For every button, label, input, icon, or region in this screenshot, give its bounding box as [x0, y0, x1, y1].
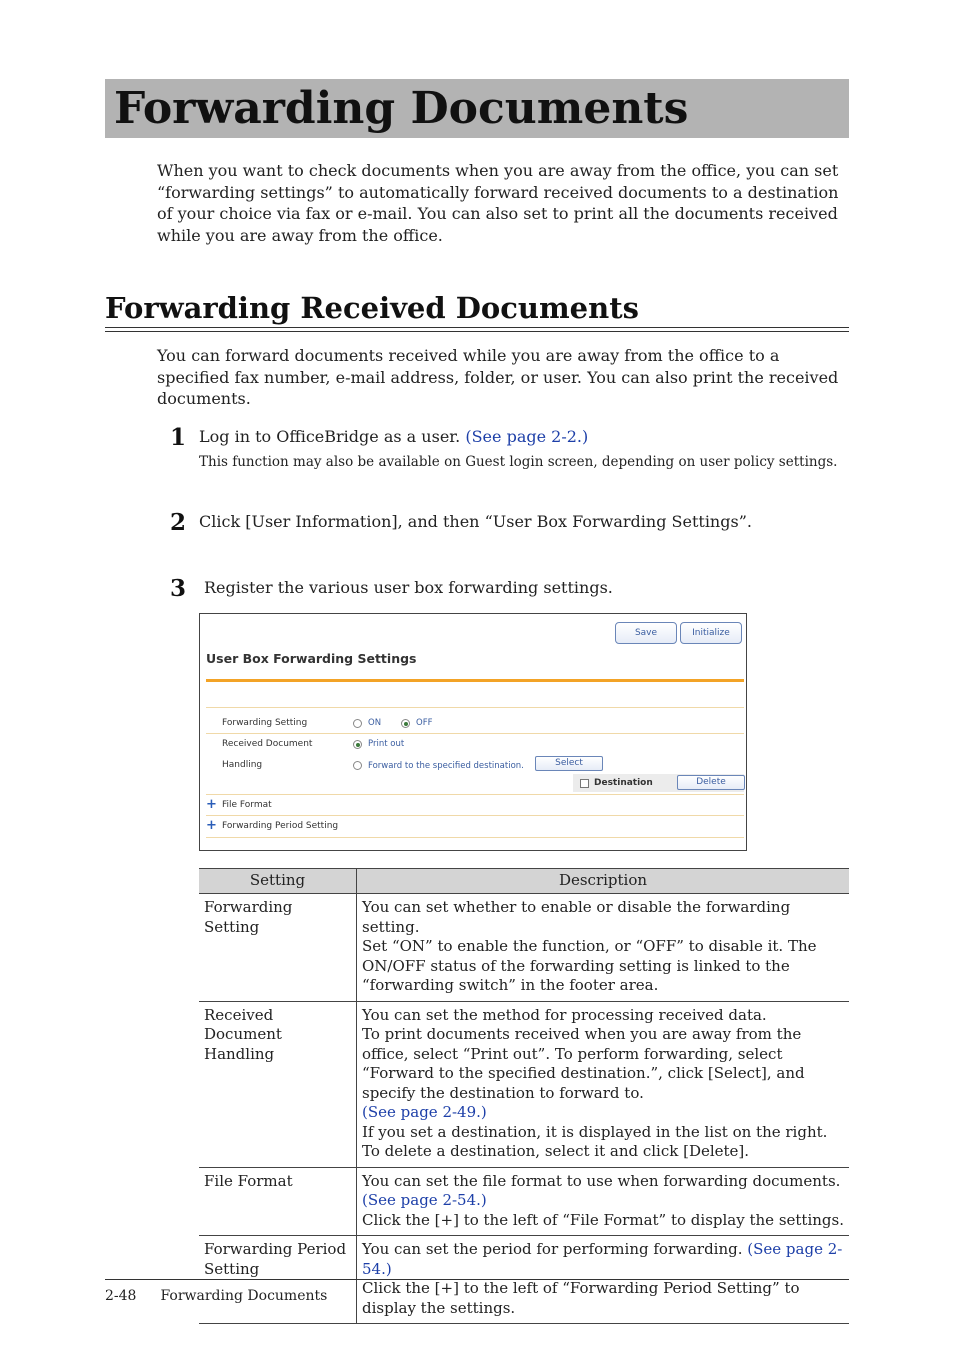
- step-1-link[interactable]: (See page 2-2.): [465, 427, 589, 446]
- section-heading: Forwarding Received Documents: [105, 291, 639, 325]
- description-line: If you set a destination, it is displayed in the list on the right. To delete a destination, select it and click [Delete].: [362, 1122, 828, 1160]
- column-header: Description: [357, 869, 850, 894]
- description-line: To print documents received when you are away from the office, select “Print out”. To perform forwarding, select “Forward to the specified destination.”, click [Select], and specify the destination to forward to.: [362, 1025, 805, 1102]
- step-number: 3: [170, 575, 187, 602]
- table-header-row: [199, 869, 849, 894]
- settings-table: [199, 868, 849, 1324]
- received-document-label: Received Document: [222, 739, 313, 749]
- handling-label: Handling: [222, 760, 263, 770]
- on-label: ON: [368, 718, 382, 728]
- section-paragraph: You can forward documents received while you are away from the office to a specified fax number, e-mail address, folder, or user. You can also print the received documents.: [157, 346, 839, 408]
- print-out-label: Print out: [368, 739, 405, 749]
- step-text: [199, 426, 588, 448]
- table-row: [199, 894, 849, 1002]
- page-number: 2-48: [105, 1288, 137, 1304]
- description-line: Click the [+] to the left of “File Format” to display the settings.: [362, 1210, 844, 1229]
- destination-label: Destination: [594, 778, 653, 788]
- forward-radio[interactable]: [353, 761, 362, 770]
- off-radio[interactable]: [401, 719, 410, 728]
- row-divider: [206, 794, 744, 795]
- footer-rule: [105, 1279, 849, 1280]
- table-row: [199, 1001, 849, 1167]
- print-out-radio[interactable]: [353, 740, 362, 749]
- footer-chapter: Forwarding Documents: [160, 1288, 328, 1304]
- description-line: Set “ON” to enable the function, or “OFF” to disable it. The ON/OFF status of the forwarding setting is linked to the “forwarding switch” in the footer area.: [362, 937, 817, 994]
- save-button[interactable]: Save: [615, 622, 677, 644]
- step-number: 2: [170, 509, 187, 536]
- select-button[interactable]: Select: [535, 756, 603, 771]
- description-line: You can set the file format to use when forwarding documents.: [362, 1171, 841, 1190]
- page-link[interactable]: (See page 2-54.): [362, 1191, 487, 1209]
- intro-paragraph: When you want to check documents when you are away from the office, you can set “forwarding settings” to automatically forward received documents to a destination of your choice via fax or e-mail. You can also set to print all the documents received while you are away from the office.: [157, 161, 839, 245]
- forwarding-setting-label: Forwarding Setting: [222, 718, 308, 728]
- expand-plus-icon[interactable]: +: [206, 818, 217, 833]
- row-divider: [206, 707, 744, 708]
- section-rule: [105, 331, 849, 332]
- page-title: Forwarding Documents: [114, 83, 689, 134]
- delete-button[interactable]: Delete: [677, 775, 745, 790]
- column-header: Setting: [199, 869, 357, 894]
- page-link[interactable]: (See page 2-54.): [362, 1240, 843, 1278]
- setting-cell: File Format: [199, 1167, 357, 1236]
- step-1-text: Log in to OfficeBridge as a user.: [199, 427, 466, 446]
- setting-cell: Received Document Handling: [199, 1001, 357, 1167]
- file-format-label[interactable]: File Format: [222, 800, 272, 810]
- description-line: Click the [+] to the left of “Forwarding Period Setting” to display the settings.: [362, 1279, 800, 1317]
- step-number: 1: [170, 424, 187, 451]
- title-underline: [206, 679, 744, 682]
- row-divider: [206, 815, 744, 816]
- step-text: Click [User Information], and then “User Box Forwarding Settings”.: [199, 512, 752, 531]
- description-line: You can set whether to enable or disable the forwarding setting.: [362, 898, 791, 936]
- page-link[interactable]: (See page 2-49.): [362, 1103, 487, 1121]
- description-line: You can set the period for performing forwarding.: [362, 1240, 748, 1258]
- setting-cell: Forwarding Setting: [199, 894, 357, 1002]
- step-note: This function may also be available on Guest login screen, depending on user policy settings.: [199, 454, 838, 470]
- settings-title: User Box Forwarding Settings: [206, 651, 417, 666]
- description-cell: [357, 894, 850, 1002]
- description-cell: [357, 1001, 850, 1167]
- table-row: [199, 1167, 849, 1236]
- forwarding-period-label[interactable]: Forwarding Period Setting: [222, 821, 339, 831]
- expand-plus-icon[interactable]: +: [206, 797, 217, 812]
- description-cell: [357, 1167, 850, 1236]
- on-radio[interactable]: [353, 719, 362, 728]
- description-line: You can set the method for processing received data.: [362, 1005, 767, 1024]
- step-text: Register the various user box forwarding settings.: [204, 578, 613, 597]
- setting-cell: Forwarding Period Setting: [199, 1236, 357, 1324]
- off-label: OFF: [416, 718, 433, 728]
- destination-checkbox[interactable]: [580, 779, 589, 788]
- settings-screenshot: [199, 613, 747, 851]
- section-rule: [105, 327, 849, 328]
- initialize-button[interactable]: Initialize: [680, 622, 742, 644]
- forward-label: Forward to the specified destination.: [368, 761, 524, 771]
- row-divider: [206, 733, 744, 734]
- row-divider: [206, 837, 744, 838]
- page-footer: [105, 1287, 327, 1305]
